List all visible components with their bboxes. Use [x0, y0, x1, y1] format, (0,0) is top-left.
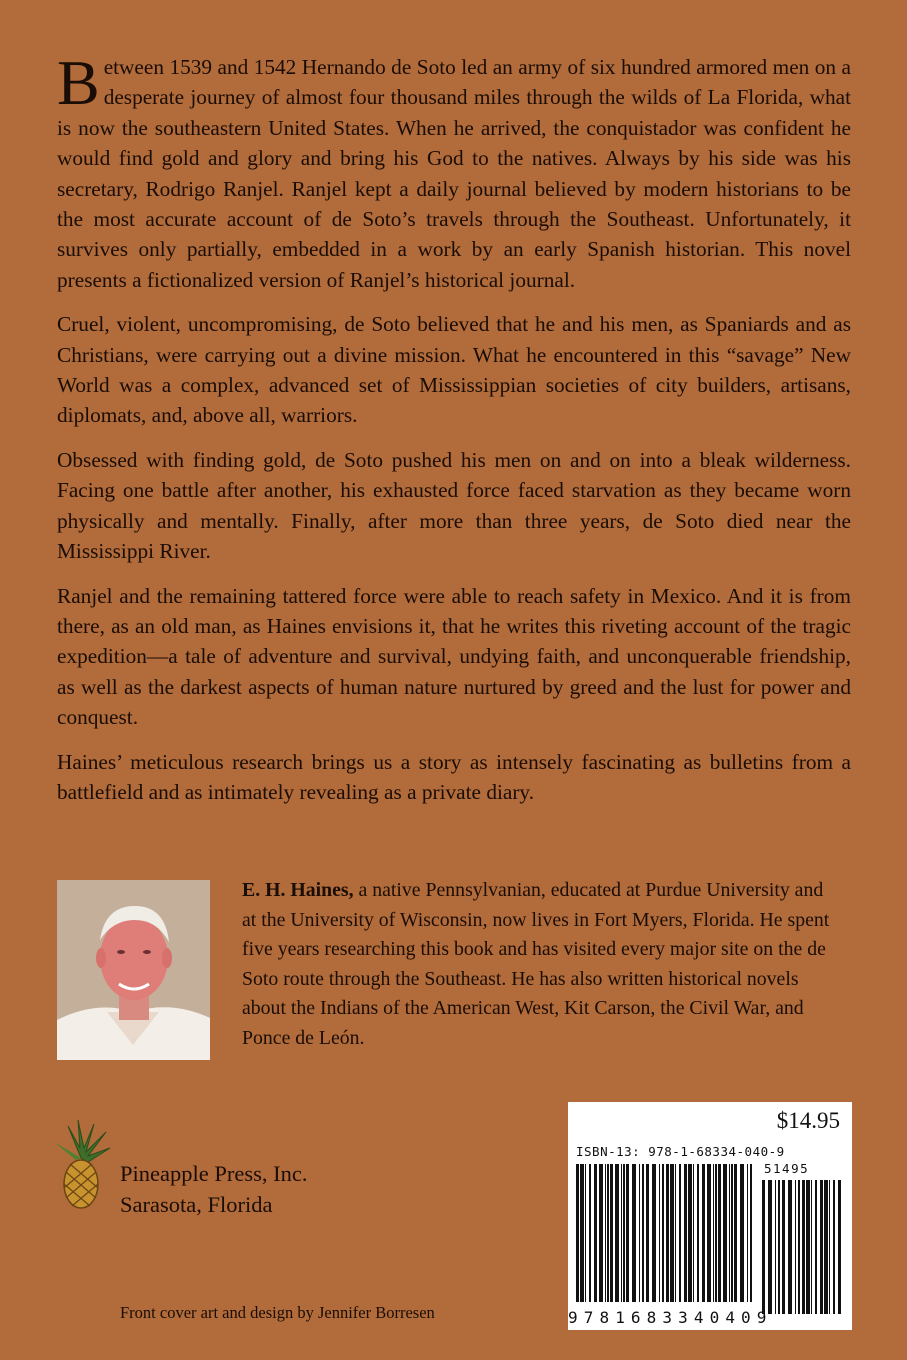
addon-bar-13 [824, 1180, 828, 1314]
addon-bar-11 [815, 1180, 817, 1314]
barcode-bar-23 [679, 1164, 681, 1302]
barcode-bar-2 [585, 1164, 586, 1302]
isbn-label: ISBN-13: 978-1-68334-040-9 [576, 1144, 785, 1159]
author-bio [242, 876, 832, 1054]
addon-code: 51495 [764, 1161, 810, 1176]
pineapple-logo-icon [50, 1118, 112, 1210]
barcode-bar-19 [662, 1164, 664, 1302]
barcode-bar-5 [599, 1164, 603, 1302]
cover-credit: Front cover art and design by Jennifer Borresen [120, 1303, 435, 1322]
addon-bar-4 [782, 1180, 785, 1314]
barcode-bar-39 [750, 1164, 752, 1302]
addon-bar-14 [829, 1180, 830, 1314]
barcode-bar-10 [621, 1164, 622, 1302]
barcode-bar-27 [697, 1164, 699, 1302]
barcode-bar-4 [594, 1164, 597, 1302]
barcode-bar-31 [715, 1164, 717, 1302]
addon-bar-3 [778, 1180, 780, 1314]
barcode-bar-12 [626, 1164, 629, 1302]
barcode-bar-8 [610, 1164, 613, 1302]
barcode-bar-20 [666, 1164, 669, 1302]
barcode-bar-7 [607, 1164, 609, 1302]
barcode-bar-25 [688, 1164, 692, 1302]
back-cover-blurb [57, 47, 851, 821]
addon-bar-2 [775, 1180, 776, 1314]
publisher-name: Pineapple Press, Inc. [120, 1161, 308, 1186]
isbn-barcode [568, 1102, 852, 1330]
barcode-bar-28 [702, 1164, 705, 1302]
blurb-paragraph-2: Cruel, violent, uncompromising, de Soto believed that he and his men, as Spaniards and as Christians, were carrying out a divine mission. What he encountered in this “savage” New World was a complex, advanced set of Mississippian societies of city builders, artisans, diplomats, and, above all, warriors. [57, 312, 851, 428]
barcode-bar-26 [693, 1164, 694, 1302]
barcode-bar-9 [615, 1164, 619, 1302]
barcode-bar-24 [684, 1164, 687, 1302]
addon-bar-15 [833, 1180, 835, 1314]
price: $14.95 [776, 1108, 840, 1133]
author-name: E. H. Haines, [242, 879, 354, 901]
barcode-bar-36 [734, 1164, 737, 1302]
addon-bar-12 [820, 1180, 823, 1314]
barcode-bar-0 [576, 1164, 579, 1302]
author-portrait-illustration [57, 880, 210, 1060]
barcode-bar-16 [646, 1164, 649, 1302]
barcode-bar-17 [652, 1164, 656, 1302]
addon-bar-7 [798, 1180, 800, 1314]
barcode-box [568, 1102, 852, 1330]
barcode-bar-3 [589, 1164, 591, 1302]
barcode-bar-14 [639, 1164, 640, 1302]
barcode-bar-22 [675, 1164, 676, 1302]
addon-bar-0 [762, 1180, 765, 1314]
barcode-bar-15 [642, 1164, 644, 1302]
addon-bar-5 [788, 1180, 792, 1314]
addon-bar-1 [768, 1180, 772, 1314]
barcode-bar-30 [713, 1164, 714, 1302]
barcode-bar-34 [729, 1164, 730, 1302]
blurb-paragraph-4: Ranjel and the remaining tattered force were able to reach safety in Mexico. And it is from there, as an old man, as Haines envisions it, that he writes this riveting account of the tragic expedition—a tale of adventure and survival, undying faith, and unconquerable friendship, as well as the darkest aspects of human nature nurtured by greed and the lust for power and conquest. [57, 583, 851, 730]
barcode-bar-11 [623, 1164, 625, 1302]
barcode-bar-29 [707, 1164, 711, 1302]
barcode-bar-32 [718, 1164, 721, 1302]
barcode-bar-1 [580, 1164, 584, 1302]
barcode-bar-35 [731, 1164, 733, 1302]
barcode-bar-33 [723, 1164, 727, 1302]
addon-bar-9 [806, 1180, 810, 1314]
blurb-paragraph-1 [57, 47, 851, 295]
barcode-bar-13 [632, 1164, 636, 1302]
barcode-bar-6 [605, 1164, 606, 1302]
publisher-location: Sarasota, Florida [120, 1192, 273, 1217]
barcode-bar-18 [659, 1164, 660, 1302]
addon-bar-10 [811, 1180, 812, 1314]
barcode-bar-37 [740, 1164, 744, 1302]
barcode-bar-38 [747, 1164, 748, 1302]
blurb-paragraph-1-text: etween 1539 and 1542 Hernando de Soto led an army of six hundred armored men on a desperate journey of almost four thousand miles through the wilds of La Florida, what is now the southeastern United States. When he arrived, the conquistador was confident he would find gold and glory and bring his God to the natives. Always by his side was his secretary, Rodrigo Ranjel. Ranjel kept a daily journal believed by modern historians to be the most accurate account of de Soto’s travels through the Southeast. Unfortunately, it survives only partially, embedded in a work by an early Spanish historian. This novel presents a fictionalized version of Ranjel’s historical journal. [57, 55, 851, 292]
author-bio-text: a native Pennsylvanian, educated at Purdue University and at the University of Wisconsin, now lives in Fort Myers, Florida. He spent five years researching this book and has visited every major site on the de Soto route through the Southeast. He has also written historical novels about the Indians of the American West, Kit Carson, the Civil War, and Ponce de León. [242, 879, 830, 1049]
blurb-paragraph-5: Haines’ meticulous research brings us a story as intensely fascinating as bulletins from a battlefield and as intimately revealing as a private diary. [57, 749, 851, 804]
drop-cap: B [57, 47, 100, 118]
author-photo [57, 880, 210, 1060]
blurb-paragraph-3: Obsessed with finding gold, de Soto pushed his men on and on into a bleak wilderness. Facing one battle after another, his exhausted force faced starvation as they became worn physically and mentally. Finally, after more than three years, de Soto died near the Mississippi River. [57, 447, 851, 564]
addon-bar-16 [838, 1180, 841, 1314]
addon-bar-6 [795, 1180, 796, 1314]
barcode-digits: 9781683340409 [568, 1308, 773, 1327]
addon-bar-8 [802, 1180, 805, 1314]
barcode-bar-21 [670, 1164, 674, 1302]
publisher-info [120, 1158, 307, 1220]
